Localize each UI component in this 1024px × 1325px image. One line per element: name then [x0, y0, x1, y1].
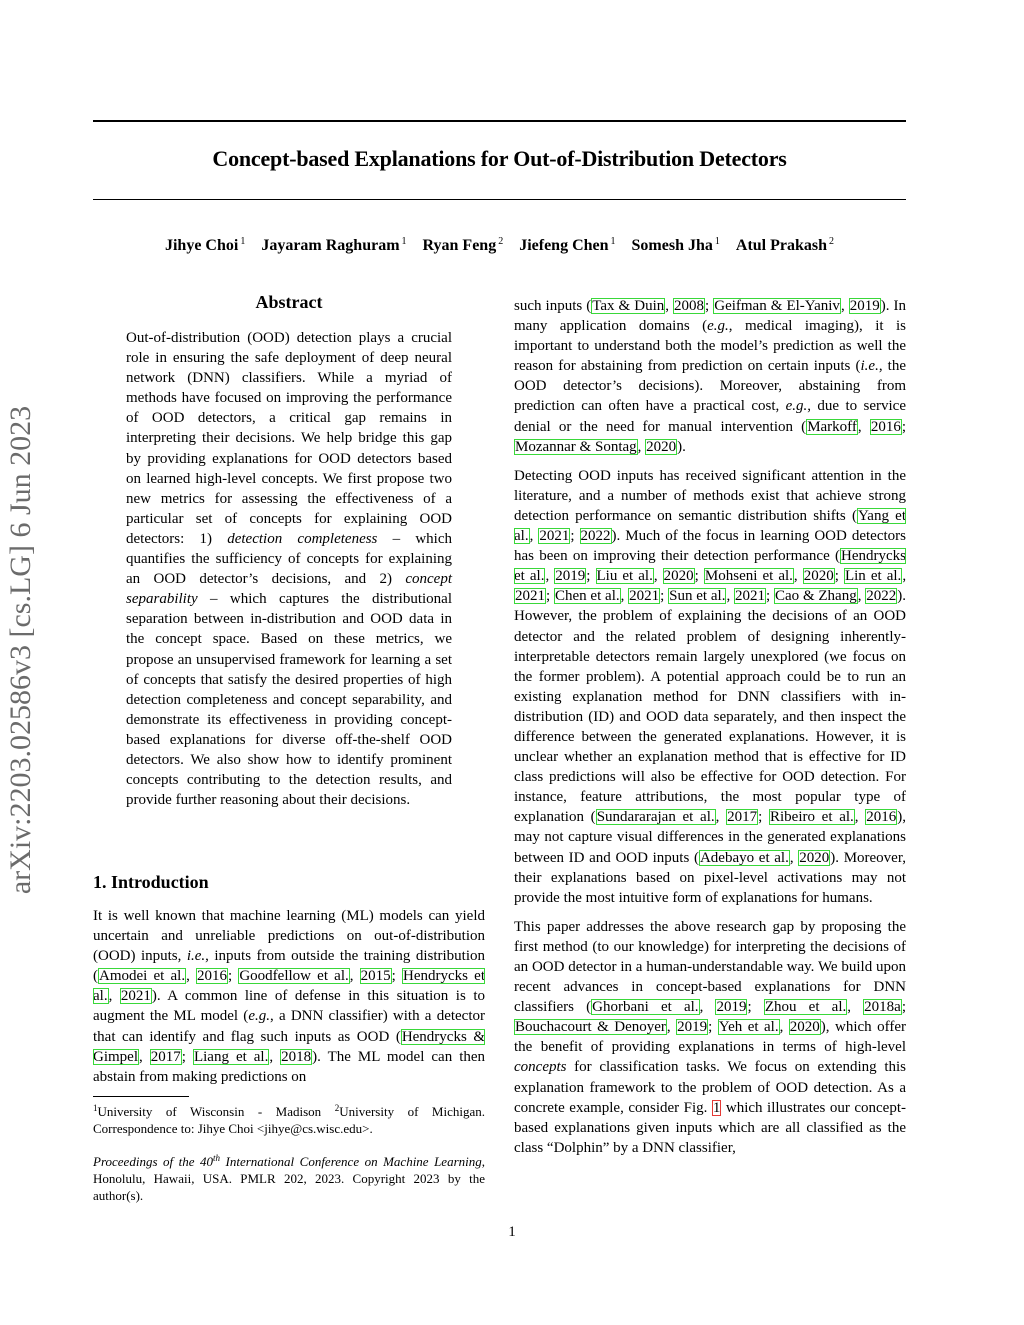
citation-link[interactable]: 2020	[663, 568, 694, 585]
author-name: Atul Prakash	[735, 237, 828, 254]
citation-link[interactable]: Hendrycks et al.	[514, 548, 906, 585]
citation-link[interactable]: 2020	[803, 568, 834, 585]
proceedings-note	[93, 1150, 485, 1204]
title-rule-bottom	[93, 199, 906, 200]
section-heading-introduction: 1. Introduction	[93, 872, 209, 892]
citation-link[interactable]: Geifman & El-Yaniv	[714, 298, 840, 314]
citation-link[interactable]: 2019	[677, 1019, 708, 1036]
author	[632, 237, 720, 254]
emphasis: detection completeness	[227, 530, 378, 547]
arxiv-id-text: arXiv:2203.02586v3 [cs.LG] 6 Jun 2023	[4, 405, 37, 895]
author	[261, 237, 406, 254]
text: ). A common line of defense in this situation is to augment the ML model (	[93, 988, 486, 1025]
emphasis: International Conference on Machine Learning	[220, 1154, 482, 1169]
author-affiliation: 1	[714, 236, 720, 247]
intro-paragraph: It is well known that machine learning (ML) models can yield uncertain and unreliable predictions on out-of-distribution (OOD) inputs, i.e., inputs from outside the training distribution (Amodei et al., 2016; Goodfellow et al., 2015; Hendrycks et al., 2021). A common line of defense in this situation is to augment the ML model (e.g., a DNN classifier) with a detector that can identify and flag such inputs as OOD (Hendrycks & Gimpel, 2017; Liang et al., 2018). The ML model can then abstain from making predictions on	[93, 908, 486, 1085]
citation-link[interactable]: Lin et al.	[844, 568, 902, 585]
footnote-rule	[93, 1096, 189, 1097]
text: University of Wisconsin - Madison	[97, 1104, 335, 1119]
page-number: 1	[508, 1224, 516, 1240]
emphasis: concepts	[514, 1059, 567, 1076]
citation-link[interactable]: 2019	[849, 298, 880, 314]
emphasis: e.g.	[707, 318, 729, 335]
citation-link[interactable]: 2020	[799, 849, 830, 866]
intro-body	[93, 906, 485, 1087]
citation-link[interactable]: Hendrycks et al.	[93, 968, 485, 1005]
citation-link[interactable]: 2022	[580, 528, 611, 545]
text: University of Michigan. Correspondence to: Jihye Choi <jihye@cs.wisc.edu>.	[93, 1104, 485, 1136]
text: ). The ML model can then abstain from making predictions on	[93, 1048, 486, 1085]
citation-link[interactable]: 2016	[870, 418, 901, 435]
citation-link[interactable]: 2016	[866, 809, 897, 826]
citation-link[interactable]: Ribeiro et al.	[769, 809, 854, 826]
citation-link[interactable]: Liang et al.	[193, 1048, 269, 1065]
paragraph: such inputs (Tax & Duin, 2008; Geifman & El-Yaniv, 2019). In many application domains (e.g., medical imaging), it is important to understand both the model’s prediction as well the reason for abstaining from prediction on certain inputs (i.e., the OOD detector’s decisions). Moreover, abstaining from prediction can often have a practical cost, e.g., due to service denial or the need for manual intervention (Markoff, 2016; Mozannar & Sontag, 2020).	[514, 298, 907, 455]
citation-link[interactable]: 2016	[197, 968, 227, 985]
citation-link[interactable]: Mozannar & Sontag	[515, 438, 637, 455]
author-name: Somesh Jha	[631, 237, 713, 254]
author-affiliation: 1	[610, 236, 616, 247]
citation-link[interactable]: 2021	[629, 588, 660, 605]
text: , the OOD detector’s decisions). Moreover, abstaining from prediction can often have a practical cost,	[514, 358, 906, 415]
text: Detecting OOD inputs has received significant attention in the literature, and a number of methods exist that achieve strong detection performance on semantic distribution shifts (	[514, 467, 906, 524]
text: – which captures the distributional separation between in-distribution and OOD data in the concept space. Based on these metrics, we propose an unsupervised framework for learning a set of concepts that satisfy the desired properties of high detection completeness and concept separability, and demonstrate its effectiveness in providing concept-based explanations for diverse off-the-shelf OOD detectors. We also show how to identify prominent concepts contributing to the detection results, and provide further reasoning about their decisions.	[126, 591, 452, 809]
citation-link[interactable]: 2021	[515, 588, 545, 605]
citation-link[interactable]: Sun et al.	[669, 588, 726, 605]
author-list	[93, 236, 906, 255]
text: Out-of-distribution (OOD) detection plays a crucial role in ensuring the safe deployment of deep neural network (DNN) classifiers. While a myriad of methods have focused on improving the performance of OOD detectors, a critical gap remains in interpreting their decisions. We help bridge this gap by providing explanations for OOD detectors based on learned high-level concepts. We first propose two new metrics for assessing the effectiveness of a particular set of concepts for explaining OOD detectors: 1)	[126, 330, 452, 547]
emphasis: 40	[200, 1154, 214, 1169]
author-name: Jihye Choi	[164, 237, 239, 254]
author	[736, 237, 834, 254]
emphasis: e.g.	[785, 398, 808, 415]
citation-link[interactable]: 2020	[789, 1019, 820, 1036]
abstract-body	[126, 328, 452, 810]
citation-link[interactable]: Yang et al.	[514, 507, 906, 545]
proceedings-text	[93, 1150, 485, 1204]
figure-link[interactable]: 1	[712, 1099, 721, 1116]
citation-link[interactable]: Yeh et al.	[718, 1019, 779, 1036]
citation-link[interactable]: 2019	[716, 999, 747, 1016]
footnote-marker: 2	[334, 1103, 340, 1113]
text: such inputs (	[514, 298, 592, 314]
author-name: Jayaram Raghuram	[261, 237, 400, 254]
emphasis: i.e.	[860, 358, 879, 375]
author-affiliation: 2	[498, 236, 504, 247]
citation-link[interactable]: Chen et al.	[554, 588, 620, 605]
citation-link[interactable]: 2021	[120, 988, 151, 1005]
citation-link[interactable]: 2020	[646, 438, 677, 455]
emphasis: i.e.	[186, 948, 206, 965]
citation-link[interactable]: 2021	[539, 528, 570, 545]
text: – which quantifies the sufficiency of concepts for explaining an OOD detector’s decisions, and 2)	[126, 530, 452, 588]
footnote	[93, 1100, 485, 1137]
right-column	[514, 296, 906, 1158]
text: ), which offer the benefit of providing explanations in terms of high-level	[514, 1019, 907, 1056]
citation-link[interactable]: 2017	[150, 1048, 181, 1065]
citation-link[interactable]: 2018a	[864, 999, 901, 1016]
citation-link[interactable]: Markoff	[807, 418, 857, 435]
citation-link[interactable]: Liu et al.	[596, 568, 653, 585]
text: , a DNN classifier) with a detector that can identify and flag such inputs as OOD (	[93, 1008, 485, 1045]
emphasis: Proceedings of the	[93, 1154, 201, 1169]
ordinal-suffix: th	[213, 1153, 221, 1163]
citation-link[interactable]: 2015	[360, 968, 391, 985]
citation-link[interactable]: Cao & Zhang	[774, 588, 857, 605]
citation-link[interactable]: Tax & Duin	[592, 298, 665, 314]
author	[519, 237, 615, 254]
paragraph: This paper addresses the above research gap by proposing the first method (to our knowledge) for interpreting the decisions of an OOD detector in a human-understandable way. We build upon recent advances in concept-based explanations for DNN classifiers (Ghorbani et al., 2019; Zhou et al., 2018a; Bouchacourt & Denoyer, 2019; Yeh et al., 2020), which offer the benefit of providing explanations in terms of high-level concepts for classification tasks. We focus on extending this explanation framework to the problem of OOD detection. As a concrete example, consider Fig. 1 which illustrates our concept-based explanations given inputs which are all classified as the class “Dolphin” by a DNN classifier,	[514, 918, 907, 1156]
citation-link[interactable]: Zhou et al.	[764, 999, 847, 1016]
text: ). In many application domains (	[514, 298, 906, 335]
citation-link[interactable]: Adebayo et al.	[699, 849, 789, 866]
author	[165, 237, 245, 254]
author-affiliation: 1	[240, 236, 246, 247]
paper-title: Concept-based Explanations for Out-of-Distribution Detectors	[212, 146, 787, 171]
footnote-marker: 1	[93, 1103, 98, 1113]
citation-link[interactable]: Bouchacourt & Denoyer	[515, 1019, 666, 1036]
author-name: Jiefeng Chen	[519, 237, 609, 254]
citation-link[interactable]: 2022	[866, 588, 897, 605]
abstract-heading: Abstract	[255, 292, 323, 312]
citation-link[interactable]: 2018	[281, 1048, 312, 1065]
text: for classification tasks. We focus on extending this explanation framework to the problem of OOD detection. As a concrete example, consider Fig.	[514, 1059, 906, 1116]
text: ). However, the problem of explaining the decisions of an OOD detector and the related problem of designing inherently-interpretable detectors remain largely unexplored (we focus on the former problem). A potential approach could be to run an existing explanation method for DNN classifiers with in-distribution (ID) and OOD data separately, and then inspect the difference between the generated explanations. However, it is unclear whether an explanation method that is effective for ID class predictions will also be effective for OOD detection. For instance, feature attributions, the most popular type of explanation (	[514, 588, 907, 826]
text: It is well known that machine learning (ML) models can yield uncertain and unreliable predictions on out-of-distribution (OOD) inputs,	[93, 908, 485, 965]
text: , inputs from outside the training distribution (	[93, 948, 485, 985]
abstract-paragraph	[126, 328, 452, 810]
text: ). Much of the focus in learning OOD detectors has been on improving their detection performance (	[514, 528, 906, 565]
citation-link[interactable]: Sundararajan et al.	[596, 809, 715, 826]
paragraph: Detecting OOD inputs has received significant attention in the literature, and a number of methods exist that achieve strong detection performance on semantic distribution shifts (Yang et al., 2021; 2022). Much of the focus in learning OOD detectors has been on improving their detection performance (Hendrycks et al., 2019; Liu et al., 2020; Mohseni et al., 2020; Lin et al., 2021; Chen et al., 2021; Sun et al., 2021; Cao & Zhang, 2022). However, the problem of explaining the decisions of an OOD detector and the related problem of designing inherently-interpretable detectors remain largely unexplored (we focus on the former problem). A potential approach could be to run an existing explanation method for DNN classifiers with in-distribution (ID) and OOD data separately, and then inspect the difference between the generated explanations. However, it is unclear whether an explanation method that is effective for ID class predictions will also be effective for OOD detection. For instance, feature attributions, the most popular type of explanation (Sundararajan et al., 2017; Ribeiro et al., 2016), may not capture visual differences in the generated explanations between ID and OOD inputs (Adebayo et al., 2020). Moreover, their explanations based on pixel-level activations may not provide the most intuitive form of explanations for humans.	[514, 467, 907, 906]
citation-link[interactable]: Goodfellow et al.	[239, 968, 349, 985]
citation-link[interactable]: Mohseni et al.	[704, 568, 793, 585]
text: , due to service denial or the need for manual intervention (	[514, 398, 906, 435]
citation-link[interactable]: 2021	[735, 588, 766, 605]
author-affiliation: 2	[829, 236, 835, 247]
citation-link[interactable]: 2017	[727, 809, 758, 826]
text: ), may not capture visual differences in the generated explanations between ID and OOD inputs (	[514, 809, 907, 866]
text: ).	[677, 438, 686, 455]
citation-link[interactable]: Hendrycks & Gimpel	[93, 1028, 485, 1065]
emphasis: e.g.	[248, 1008, 270, 1025]
text: , medical imaging), it is important to understand both the model’s prediction as well the reason for abstaining from prediction on certain inputs (	[514, 318, 906, 375]
emphasis: concept separability	[126, 571, 452, 608]
citation-link[interactable]: 2019	[555, 568, 586, 585]
citation-link[interactable]: Ghorbani et al.	[592, 999, 699, 1016]
citation-link[interactable]: Amodei et al.	[99, 968, 186, 985]
footnote-text	[93, 1100, 485, 1137]
author-affiliation: 1	[401, 236, 407, 247]
text: This paper addresses the above research gap by proposing the first method (to our knowledge) for interpreting the decisions of an OOD detector in a human-understandable way. We build upon recent advances in concept-based explanations for DNN classifiers (	[514, 918, 906, 1016]
text: , Honolulu, Hawaii, USA. PMLR 202, 2023. Copyright 2023 by the author(s).	[93, 1154, 485, 1203]
title-rule-top	[93, 120, 906, 122]
text: which illustrates our concept-based explanations given inputs which are all classified as the class “Dolphin” by a DNN classifier,	[514, 1099, 906, 1156]
author-name: Ryan Feng	[422, 237, 497, 254]
citation-link[interactable]: 2008	[674, 298, 705, 314]
text: ). Moreover, their explanations based on pixel-level activations may not provide the most intuitive form of explanations for humans.	[514, 849, 906, 906]
author	[423, 237, 504, 254]
